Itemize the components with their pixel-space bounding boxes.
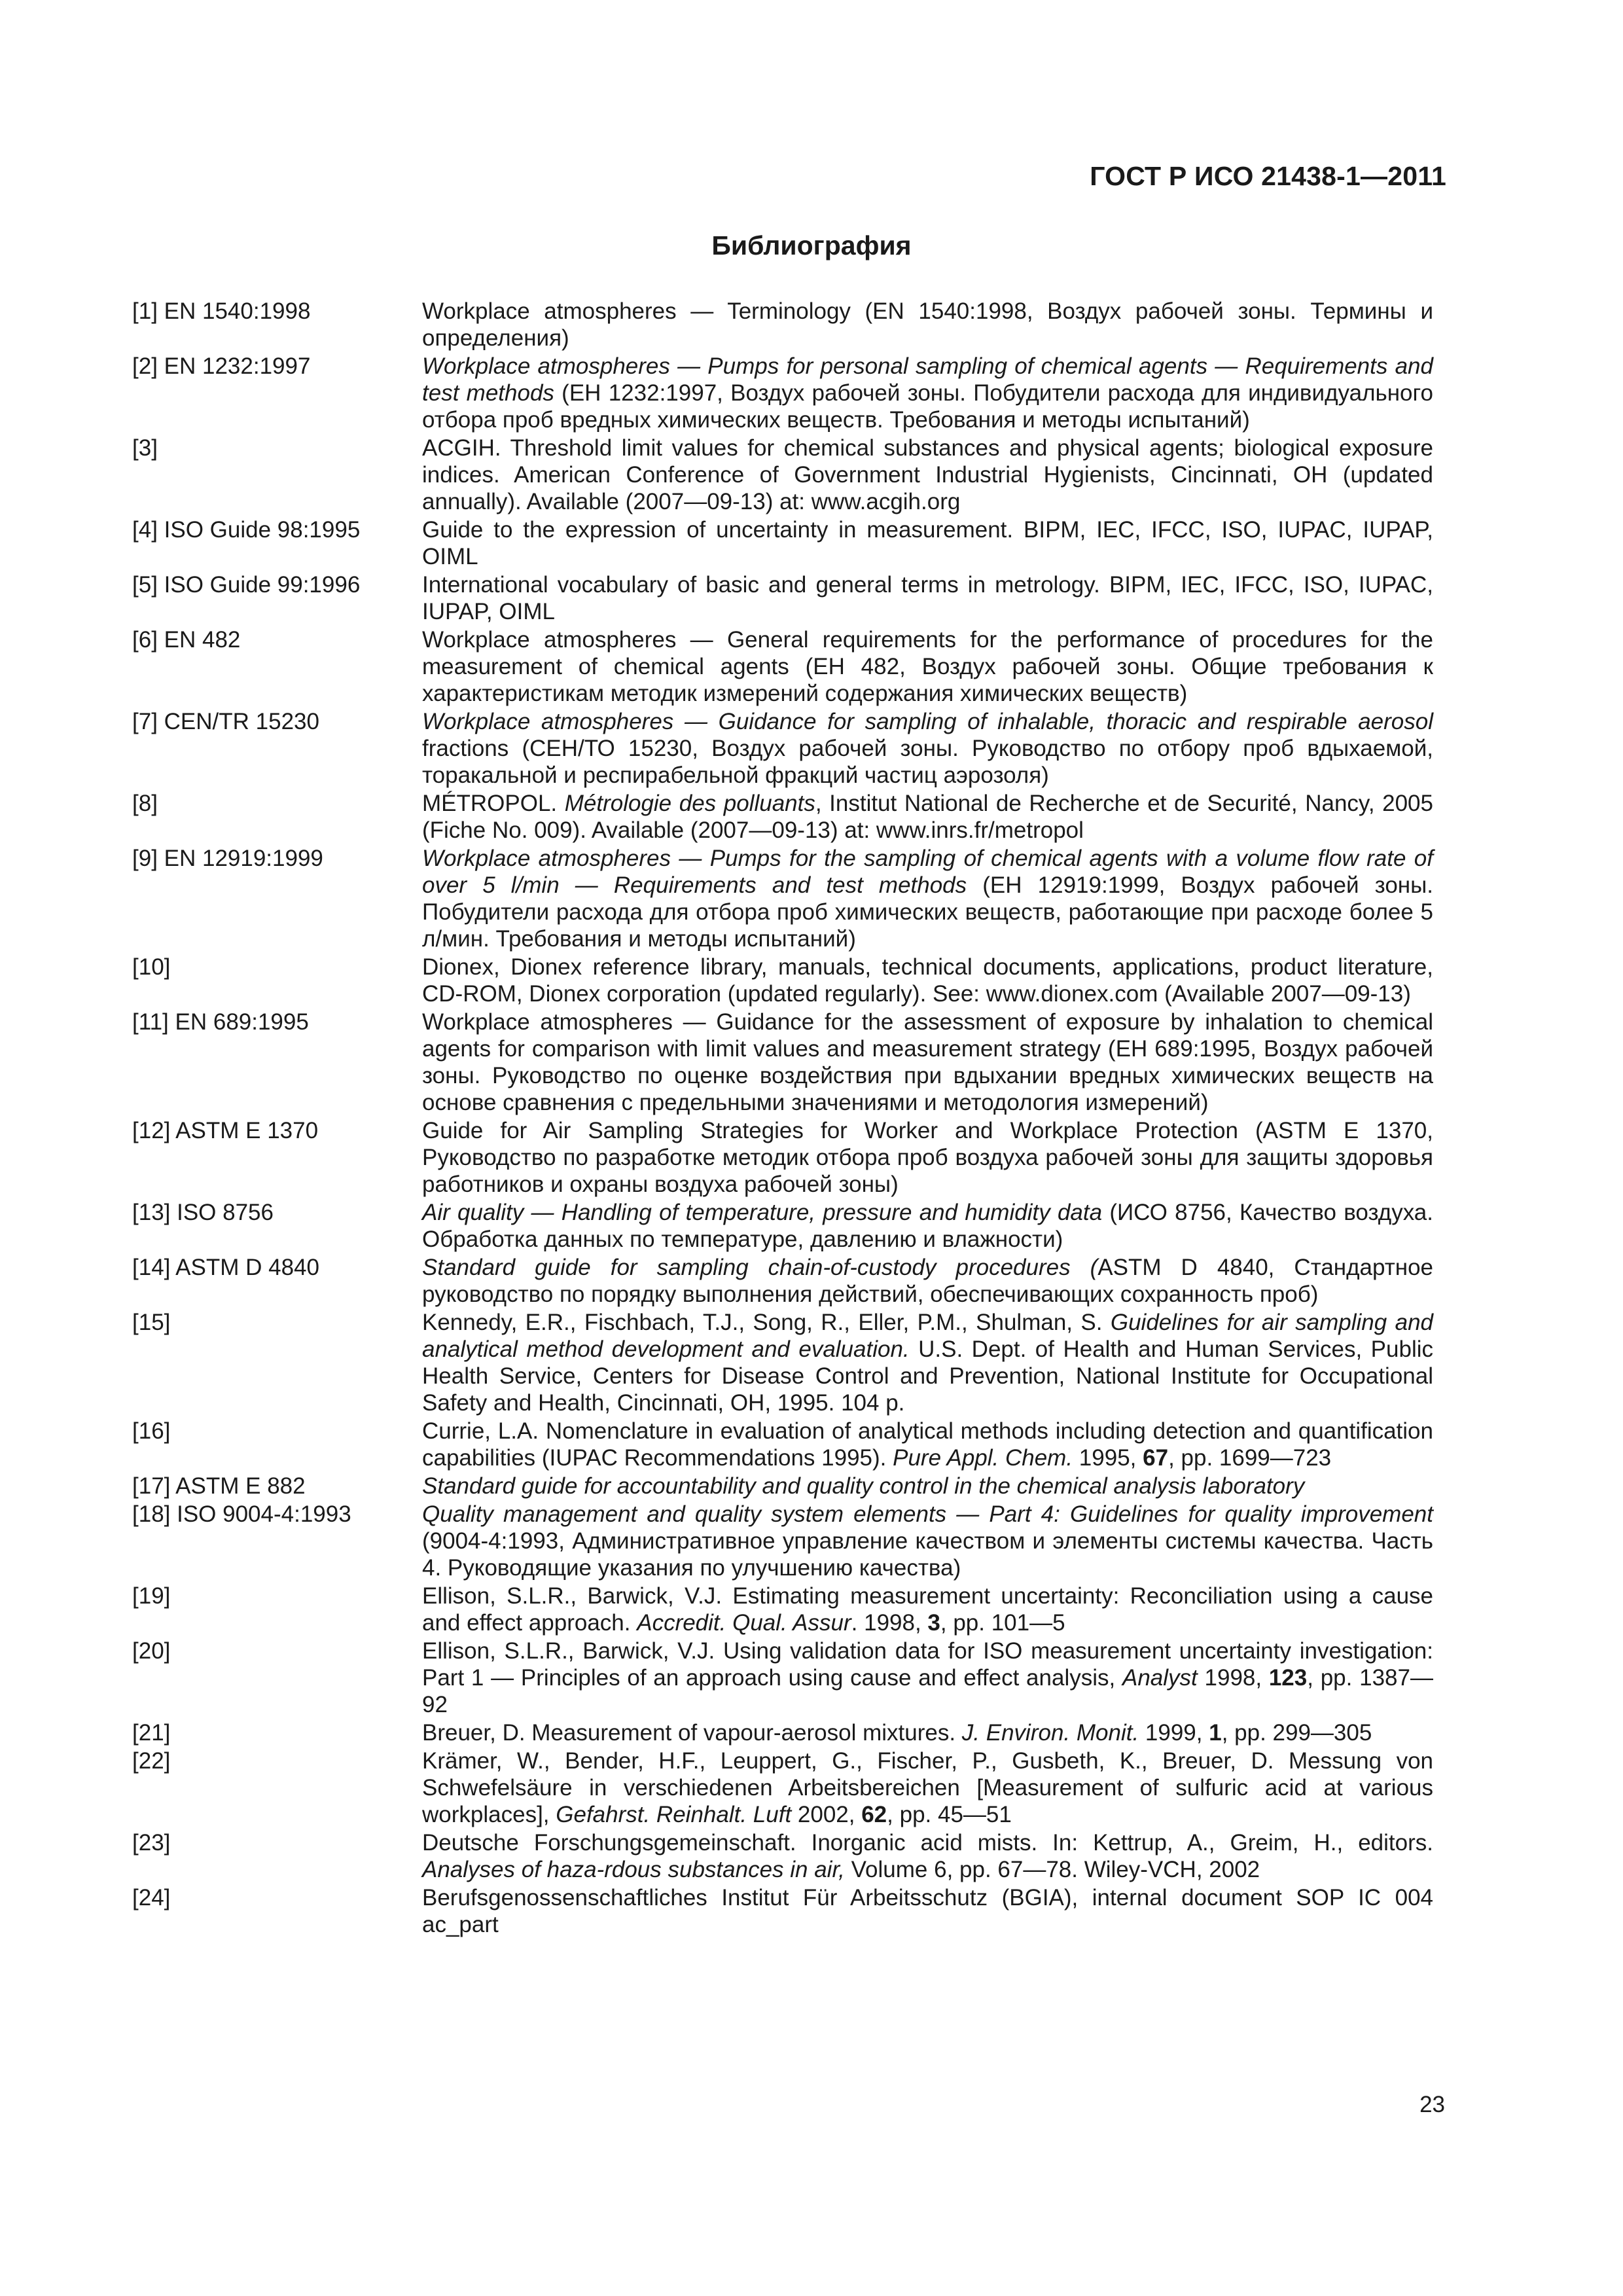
reference-text-part: Workplace atmospheres — Pumps for personal sampling of chemical agents — Requirements and test methods [422,353,1433,406]
reference-text-part: Guide to the expression of uncertainty in measurement. BIPM, IEC, IFCC, ISO, IUPAC, IUPAP, OIML [422,517,1433,569]
reference-text-part: 62 [861,1802,887,1827]
reference-key: [10] [132,954,171,980]
reference-text-part: 1999, [1139,1720,1209,1746]
reference-key: [21] [132,1720,171,1746]
reference-text [422,1473,1433,1499]
reference-item [132,1829,1433,1883]
reference-key: [9] EN 12919:1999 [132,846,323,871]
reference-text [422,790,1433,844]
reference-item [132,571,1433,625]
reference-item [132,1719,1433,1746]
reference-text-part: Dionex, Dionex reference library, manuals, technical documents, applications, product literature, CD-ROM, Dionex corporation (updated regularly). See: www.dionex.com (Available 2007—09-13) [422,954,1433,1007]
reference-text-part: U.S. Dept. of Health and Human Services, Public Health Service, Centers for Disease Control and Prevention, National Institute for Occupational Safety and Health, Cincinnati, OH, 1995. 104 p. [422,1336,1434,1416]
reference-list [132,298,1433,1939]
reference-text-part: Analyses of haza-rdous substances in air, [422,1857,845,1882]
reference-text-part: Gefahrst. Reinhalt. Luft [556,1802,792,1827]
reference-item [132,1418,1433,1471]
document-code: ГОСТ Р ИСО 21438-1—2011 [1090,161,1446,191]
reference-item [132,1309,1433,1416]
reference-key: [19] [132,1583,171,1609]
reference-text-part: Deutsche Forschungsgemeinschaft. Inorganic acid mists. In: Kettrup, A., Greim, H., editors. [422,1830,1433,1856]
reference-text-part: Kennedy, E.R., Fischbach, T.J., Song, R., Eller, P.M., Shulman, S. [422,1310,1111,1335]
reference-item [132,1117,1433,1198]
reference-text [422,1309,1433,1416]
reference-text [422,353,1433,433]
reference-text-part: Ellison, S.L.R., Barwick, V.J. Estimating measurement uncertainty: Reconciliation using a cause and effect approach. [422,1583,1433,1636]
reference-text-part: , pp. 101—5 [940,1610,1065,1636]
reference-item [132,1583,1433,1636]
reference-text [422,1719,1433,1746]
reference-key: [22] [132,1748,171,1774]
reference-text-part: (ЕН 12919:1999, Воздух рабочей зоны. Побудители расхода для отбора проб химических веществ, работающие при расходе более 5 л/мин. Требования и методы испытаний) [422,872,1433,952]
reference-text-part: 3 [927,1610,940,1636]
reference-text-part: Volume 6, pp. 67—78. Wiley-VCH, 2002 [844,1857,1260,1882]
reference-text-part: Workplace atmospheres — General requirements for the performance of procedures for the measurement of chemical agents (ЕН 482, Воздух рабочей зоны. Общие требования к характеристикам методик измерений содержания химических веществ) [422,627,1433,706]
reference-text [422,1009,1433,1116]
reference-text-part: 1998, [1197,1665,1269,1691]
reference-text-part: Standard guide for accountability and quality control in the chemical analysis laboratory [422,1473,1305,1499]
reference-text [422,1748,1433,1828]
reference-text-part: Quality management and quality system elements — Part 4: Guidelines for quality improvement [422,1501,1433,1527]
reference-text [422,845,1433,952]
reference-text-part: 1 [1209,1720,1222,1746]
reference-item [132,790,1433,844]
reference-text [422,1199,1433,1253]
reference-key: [7] CEN/TR 15230 [132,709,319,734]
reference-item [132,1748,1433,1828]
reference-key: [4] ISO Guide 98:1995 [132,517,361,543]
reference-text-part: ASTM D 4840, Стандартное руководство по порядку выполнения действий, обеспечивающих сохранность проб) [422,1255,1434,1307]
reference-text [422,626,1433,707]
reference-text [422,1583,1433,1636]
reference-item [132,1009,1433,1116]
reference-key: [11] EN 689:1995 [132,1009,309,1035]
reference-key: [16] [132,1418,171,1444]
reference-text-part: , pp. 1387—92 [422,1665,1433,1717]
reference-text-part: fractions (СЕН/ТО 15230, Воздух рабочей зоны. Руководство по отбору проб вдыхаемой, торакальной и респирабельной фракций частиц аэрозоля) [422,736,1433,788]
reference-item [132,1501,1433,1581]
reference-text-part: MÉTROPOL. [422,791,565,816]
reference-text-part: , pp. 45—51 [887,1802,1012,1827]
reference-text-part: Guidelines for air sampling and analytical method development and evaluation. [422,1310,1434,1362]
reference-text-part: (9004-4:1993, Административное управление качеством и элементы системы качества. Часть 4. Руководящие указания по улучшению качества) [422,1528,1433,1581]
reference-key: [3] [132,435,158,461]
reference-text-part: Workplace atmospheres — Guidance for the assessment of exposure by inhalation to chemical agents for comparison with limit values and measurement strategy (ЕН 689:1995, Воздух рабочей зоны. Руководство по оценке воздействия при вдыхании вредных химических веществ на основе сравнения с предельными значениями и методология измерений) [422,1009,1433,1115]
reference-key: [17] ASTM E 882 [132,1473,306,1499]
reference-text [422,708,1433,789]
reference-item [132,1254,1433,1308]
reference-text [422,435,1433,515]
reference-item [132,954,1433,1007]
reference-text-part: , pp. 1699—723 [1168,1445,1332,1471]
reference-text-part: Workplace atmospheres — Terminology (EN 1540:1998, Воздух рабочей зоны. Термины и определения) [422,298,1433,351]
reference-text [422,571,1433,625]
reference-key: [14] ASTM D 4840 [132,1255,319,1280]
reference-key: [8] [132,791,158,816]
reference-text-part: (ИСО 8756, Качество воздуха. Обработка данных по температуре, давлению и влажности) [422,1200,1433,1252]
reference-key: [18] ISO 9004-4:1993 [132,1501,351,1527]
reference-text-part: Accredit. Qual. Assur [637,1610,851,1636]
reference-text [422,1117,1433,1198]
reference-text-part: ACGIH. Threshold limit values for chemical substances and physical agents; biological exposure indices. American Conference of Government Industrial Hygienists, Cincinnati, OH (updated annually). Available (2007—09-13) at: www.acgih.org [422,435,1433,514]
reference-text-part: Analyst [1122,1665,1198,1691]
section-title: Библиография [711,230,912,260]
reference-text-part: (ЕН 1232:1997, Воздух рабочей зоны. Побудители расхода для индивидуального отбора проб вредных химических веществ. Требования и методы испытаний) [422,380,1433,433]
reference-text [422,1638,1433,1718]
reference-text [422,1254,1433,1308]
reference-text-part: Berufsgenossenschaftliches Institut Für Arbeitsschutz (BGIA), internal document SOP IC 004 ac_part [422,1885,1433,1937]
reference-text-part: 67 [1143,1445,1169,1471]
reference-item [132,435,1433,515]
reference-key: [24] [132,1885,171,1910]
reference-text-part: 1995, [1073,1445,1143,1471]
reference-item [132,626,1433,707]
reference-text-part: . 1998, [851,1610,928,1636]
reference-text-part: Workplace atmospheres — Pumps for the sampling of chemical agents with a volume flow rate of over 5 l/min — Requirements and test methods [422,846,1433,898]
reference-text-part: Ellison, S.L.R., Barwick, V.J. Using validation data for ISO measurement uncertainty investigation: Part 1 — Principles of an approach using cause and effect analysis, [422,1638,1433,1691]
reference-text-part: , pp. 299—305 [1221,1720,1372,1746]
reference-text-part: Guide for Air Sampling Strategies for Worker and Workplace Protection (ASTM E 1370, Руководство по разработке методик отбора проб воздуха рабочей зоны для защиты здоровья работников и охраны воздуха рабочей зоны) [422,1118,1433,1197]
reference-text [422,954,1433,1007]
reference-text-part: Workplace atmospheres — Guidance for sampling of inhalable, thoracic and respirable aerosol [422,709,1433,734]
reference-text [422,1501,1433,1581]
reference-text [422,1418,1433,1471]
reference-text-part: , Institut National de Recherche et de Securité, Nancy, 2005 (Fiche No. 009). Available (2007—09-13) at: www.inrs.fr/metropol [422,791,1433,843]
reference-item [132,708,1433,789]
reference-item [132,353,1433,433]
reference-item [132,1199,1433,1253]
reference-key: [23] [132,1830,171,1856]
reference-text-part: Pure Appl. Chem. [893,1445,1073,1471]
reference-item [132,1638,1433,1718]
reference-item [132,1884,1433,1938]
reference-item [132,1473,1433,1499]
reference-item [132,516,1433,570]
reference-text-part: 123 [1268,1665,1308,1691]
reference-text [422,516,1433,570]
reference-key: [12] ASTM E 1370 [132,1118,319,1143]
reference-text-part: Air quality — Handling of temperature, pressure and humidity data [422,1200,1103,1225]
reference-key: [13] ISO 8756 [132,1200,274,1225]
reference-key: [1] EN 1540:1998 [132,298,311,324]
reference-text-part: Breuer, D. Measurement of vapour-aerosol mixtures. [422,1720,962,1746]
reference-item [132,845,1433,952]
reference-text [422,298,1433,351]
reference-item [132,298,1433,351]
reference-text-part: Currie, L.A. Nomenclature in evaluation of analytical methods including detection and quantification capabilities (IUPAC Recommendations 1995). [422,1418,1433,1471]
reference-key: [6] EN 482 [132,627,241,653]
reference-key: [2] EN 1232:1997 [132,353,311,379]
reference-text [422,1884,1433,1938]
reference-text-part: Krämer, W., Bender, H.F., Leuppert, G., Fischer, P., Gusbeth, K., Breuer, D. Messung von Schwefelsäure in verschiedenen Arbeitsbereichen [Measurement of sulfuric acid at various workplaces], [422,1748,1433,1827]
reference-text-part: Standard guide for sampling chain-of-custody procedures ( [422,1255,1098,1280]
reference-text-part: Métrologie des polluants [564,791,815,816]
page-number: 23 [1419,2092,1445,2117]
reference-key: [20] [132,1638,171,1664]
reference-key: [15] [132,1310,171,1335]
reference-text-part: International vocabulary of basic and general terms in metrology. BIPM, IEC, IFCC, ISO, IUPAC, IUPAP, OIML [422,572,1433,624]
reference-text [422,1829,1433,1883]
reference-text-part: 2002, [791,1802,862,1827]
reference-text-part: J. Environ. Monit. [961,1720,1139,1746]
reference-key: [5] ISO Guide 99:1996 [132,572,361,598]
